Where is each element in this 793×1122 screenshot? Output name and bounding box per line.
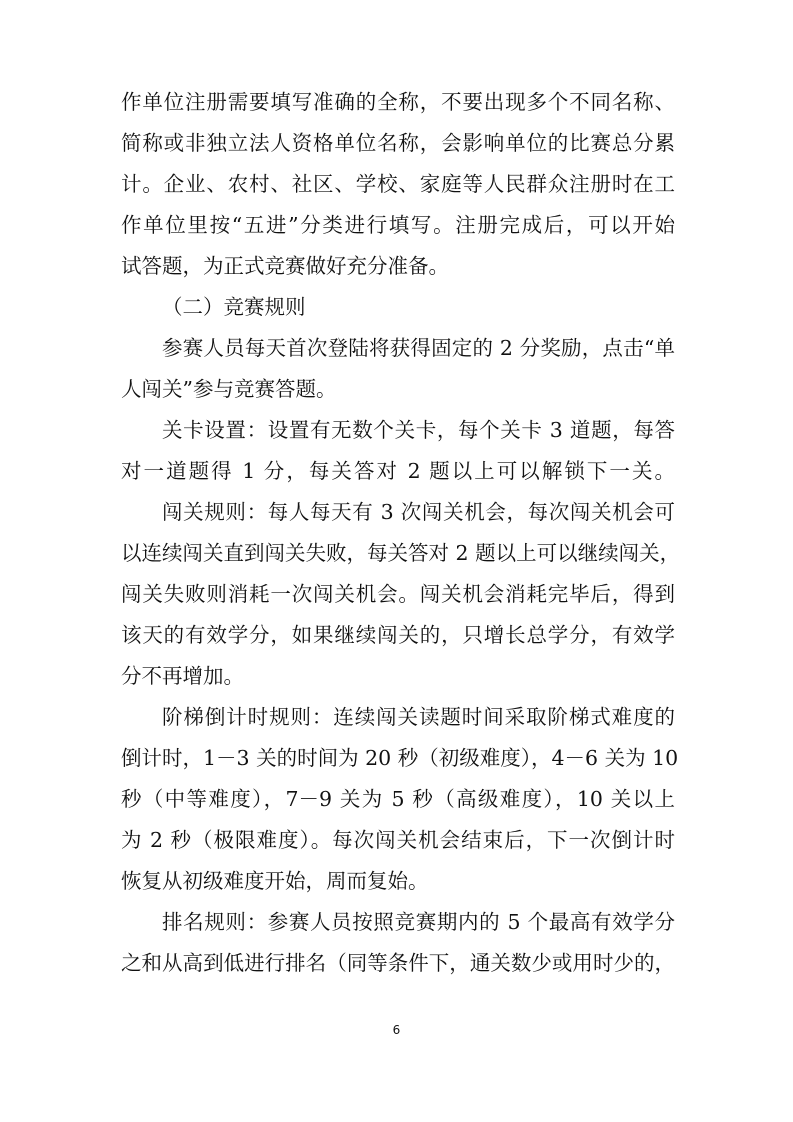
text-line: 阶梯倒计时规则：连续闯关读题时间采取阶梯式难度的 — [162, 705, 675, 729]
text-line: 人闯关”参与竞赛答题。 — [121, 377, 337, 401]
text-line: 之和从高到低进行排名（同等条件下，通关数少或用时少的， — [121, 951, 675, 975]
text-line: 对一道题得 1 分，每关答对 2 题以上可以解锁下一关。 — [121, 459, 675, 483]
text-line: 作单位里按“五进”分类进行填写。注册完成后，可以开始 — [121, 213, 675, 237]
text-line: 参赛人员每天首次登陆将获得固定的 2 分奖励，点击“单 — [162, 336, 675, 360]
text-line: 闯关规则：每人每天有 3 次闯关机会，每次闯关机会可 — [162, 500, 675, 524]
text-line: 倒计时，1－3 关的时间为 20 秒（初级难度），4－6 关为 10 — [121, 746, 679, 770]
text-line: 简称或非独立法人资格单位名称，会影响单位的比赛总分累 — [121, 131, 675, 155]
text-line: 秒（中等难度），7－9 关为 5 秒（高级难度），10 关以上 — [121, 787, 675, 811]
text-line: 闯关失败则消耗一次闯关机会。闯关机会消耗完毕后，得到 — [121, 582, 675, 606]
text-line: 计。企业、农村、社区、学校、家庭等人民群众注册时在工 — [121, 172, 675, 196]
text-line: 作单位注册需要填写准确的全称，不要出现多个不同名称、 — [121, 90, 675, 114]
text-line: 排名规则：参赛人员按照竞赛期内的 5 个最高有效学分 — [162, 910, 675, 934]
page-number: 6 — [392, 1023, 401, 1037]
section-heading: （二）竞赛规则 — [162, 295, 306, 319]
text-line: 试答题，为正式竞赛做好充分准备。 — [121, 254, 449, 278]
text-line: 分不再增加。 — [121, 664, 244, 688]
text-line: 恢复从初级难度开始，周而复始。 — [121, 869, 429, 893]
text-line: 该天的有效学分，如果继续闯关的，只增长总学分，有效学 — [121, 623, 675, 647]
text-line: 以连续闯关直到闯关失败，每关答对 2 题以上可以继续闯关， — [121, 541, 681, 565]
text-line: 为 2 秒（极限难度）。每次闯关机会结束后，下一次倒计时 — [121, 828, 675, 852]
text-line: 关卡设置：设置有无数个关卡，每个关卡 3 道题，每答 — [162, 418, 675, 442]
